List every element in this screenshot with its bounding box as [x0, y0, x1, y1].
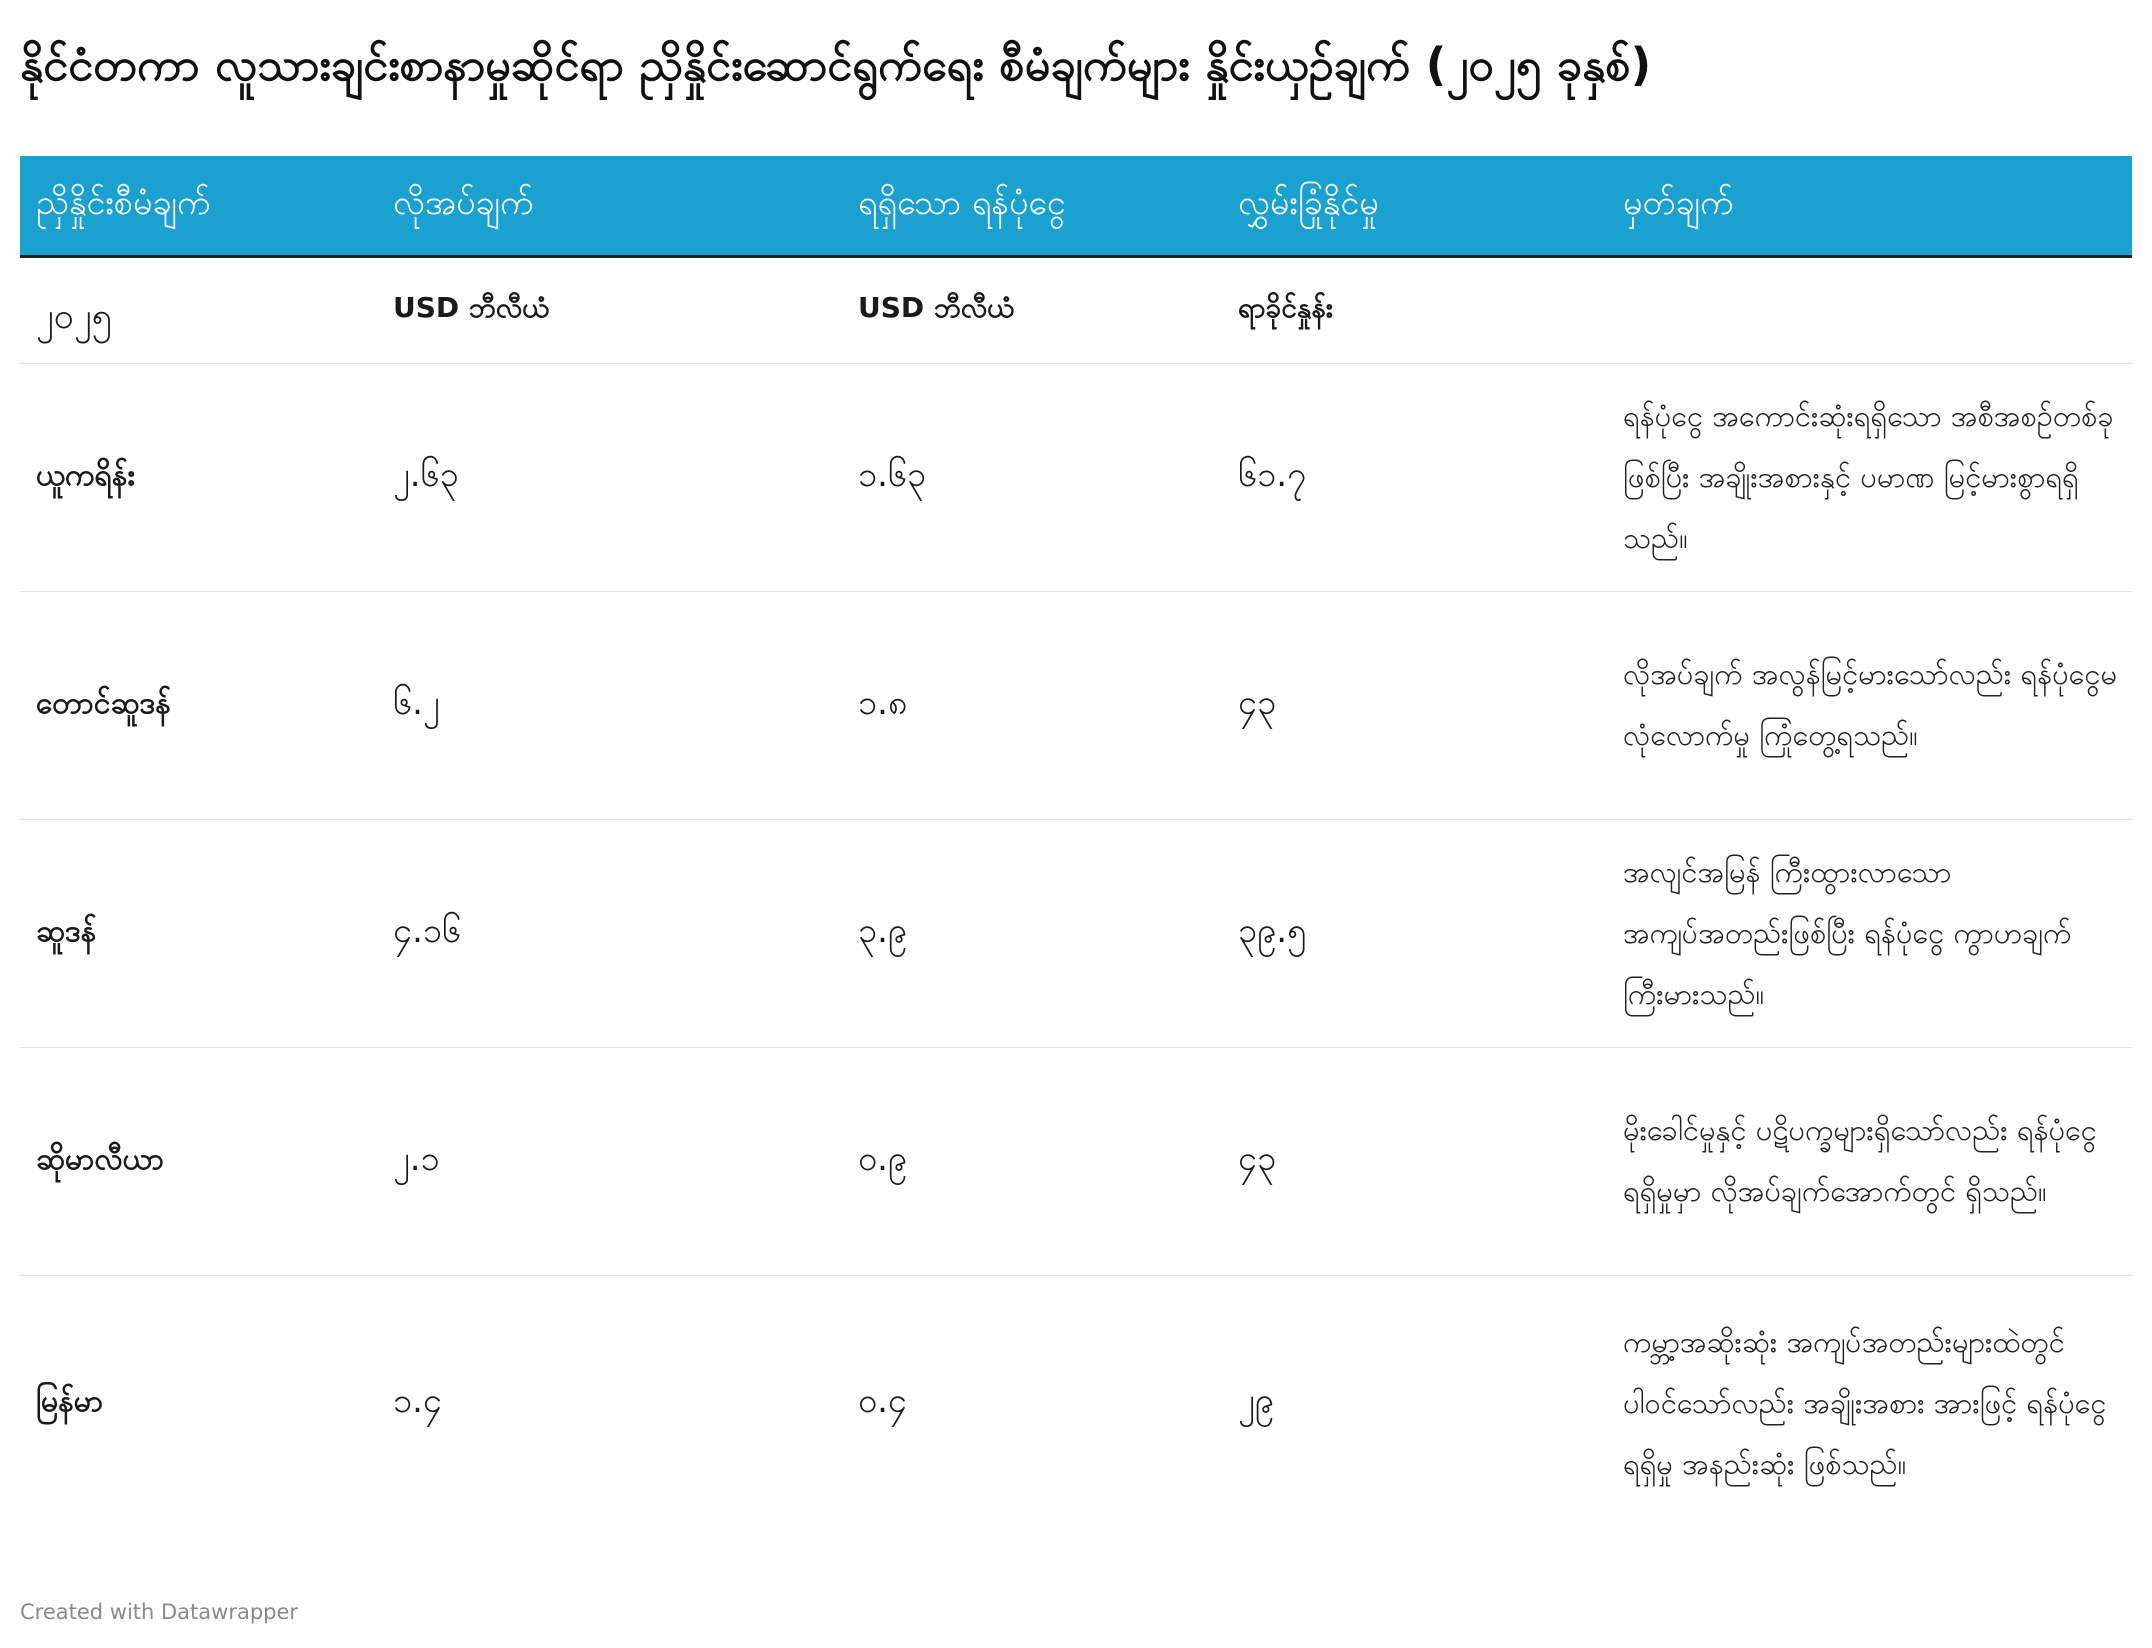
- coverage-cell: ၄၃: [1238, 1138, 1277, 1179]
- units-row: [20, 256, 2132, 363]
- note-cell: ရန်ပုံငွေ အကောင်းဆုံးရရှိသော အစီအစဉ်တစ်ခုဖြစ်ပြီး အချိုးအစားနှင့် ပမာဏ မြင့်မားစွာရရှိသည်။: [1623, 398, 2114, 555]
- requirement-cell: ၄.၁၆: [393, 910, 462, 951]
- coverage-cell: ၄၃: [1238, 682, 1277, 723]
- data-table: [20, 156, 2132, 1532]
- coverage-cell: ၆၁.၇: [1238, 454, 1307, 495]
- column-header-requirement[interactable]: လိုအပ်ချက်: [393, 182, 534, 223]
- units-note-cell: [1607, 256, 2132, 363]
- units-requirement-cell: USD ဘီလီယံ: [393, 291, 550, 324]
- requirement-cell: ၆.၂: [393, 682, 440, 723]
- note-cell: အလျင်အမြန် ကြီးထွားလာသော အကျပ်အတည်းဖြစ်ပြီး ရန်ပုံငွေ ကွာဟချက် ကြီးမားသည်။: [1623, 854, 2072, 1011]
- table-row: [20, 1275, 2132, 1532]
- region-cell: ယူကရိန်း: [36, 457, 135, 493]
- table-row: [20, 1047, 2132, 1275]
- requirement-cell: ၂.၁: [393, 1138, 440, 1179]
- note-cell: ကမ္ဘာ့အဆိုးဆုံး အကျပ်အတည်းများထဲတွင် ပါဝင်သော်လည်း အချိုးအစား အားဖြင့် ရန်ပုံငွေရရှိမှု အနည်းဆုံး ဖြစ်သည်။: [1623, 1325, 2107, 1482]
- table-row: [20, 591, 2132, 819]
- funded-cell: ၃.၉: [858, 910, 908, 951]
- column-header-coverage[interactable]: လွှမ်းခြုံနိုင်မှု: [1238, 182, 1379, 223]
- column-header-note[interactable]: မှတ်ချက်: [1623, 182, 1734, 223]
- column-header-plan[interactable]: ညှိနှိုင်းစီမံချက်: [36, 182, 211, 223]
- funded-cell: ၁.၆၃: [858, 454, 927, 495]
- region-cell: ဆူဒန်: [36, 913, 97, 949]
- table-body: [20, 256, 2132, 1532]
- funded-cell: ၀.၉: [858, 1138, 908, 1179]
- units-funded-cell: USD ဘီလီယံ: [858, 291, 1015, 324]
- units-year-cell: ၂၀၂၅: [36, 296, 112, 337]
- table-row: [20, 819, 2132, 1047]
- requirement-cell: ၁.၄: [393, 1381, 443, 1422]
- footer-credit[interactable]: Created with Datawrapper: [20, 1600, 299, 1624]
- chart-title: နိုင်ငံတကာ လူသားချင်းစာနာမှုဆိုင်ရာ ညှိနှိုင်းဆောင်ရွက်ရေး စီမံချက်များ နှိုင်းယှဉ်ချက် (၂၀၂၅ ခုနှစ်): [20, 38, 1652, 91]
- note-cell: မိုးခေါင်မှုနှင့် ပဋိပက္ခများရှိသော်လည်း ရန်ပုံငွေရရှိမှုမှာ လိုအပ်ချက်အောက်တွင် ရှိသည်။: [1623, 1113, 2097, 1208]
- table-row: [20, 363, 2132, 591]
- coverage-cell: ၂၉: [1238, 1381, 1274, 1422]
- requirement-cell: ၂.၆၃: [393, 454, 459, 495]
- header-row: [20, 156, 2132, 256]
- funded-cell: ၁.၈: [858, 682, 908, 723]
- table-header: [20, 156, 2132, 256]
- region-cell: မြန်မာ: [36, 1384, 104, 1420]
- funded-cell: ၀.၄: [858, 1381, 908, 1422]
- column-header-funded[interactable]: ရရှိသော ရန်ပုံငွေ: [858, 182, 1066, 223]
- note-cell: လိုအပ်ချက် အလွန်မြင့်မားသော်လည်း ရန်ပုံငွေမလုံလောက်မှု ကြုံတွေ့ရသည်။: [1623, 657, 2118, 752]
- region-cell: ဆိုမာလီယာ: [36, 1141, 165, 1177]
- coverage-cell: ၃၉.၅: [1238, 910, 1307, 951]
- region-cell: တောင်ဆူဒန်: [36, 685, 171, 721]
- units-coverage-cell: ရာခိုင်နှုန်း: [1238, 291, 1333, 324]
